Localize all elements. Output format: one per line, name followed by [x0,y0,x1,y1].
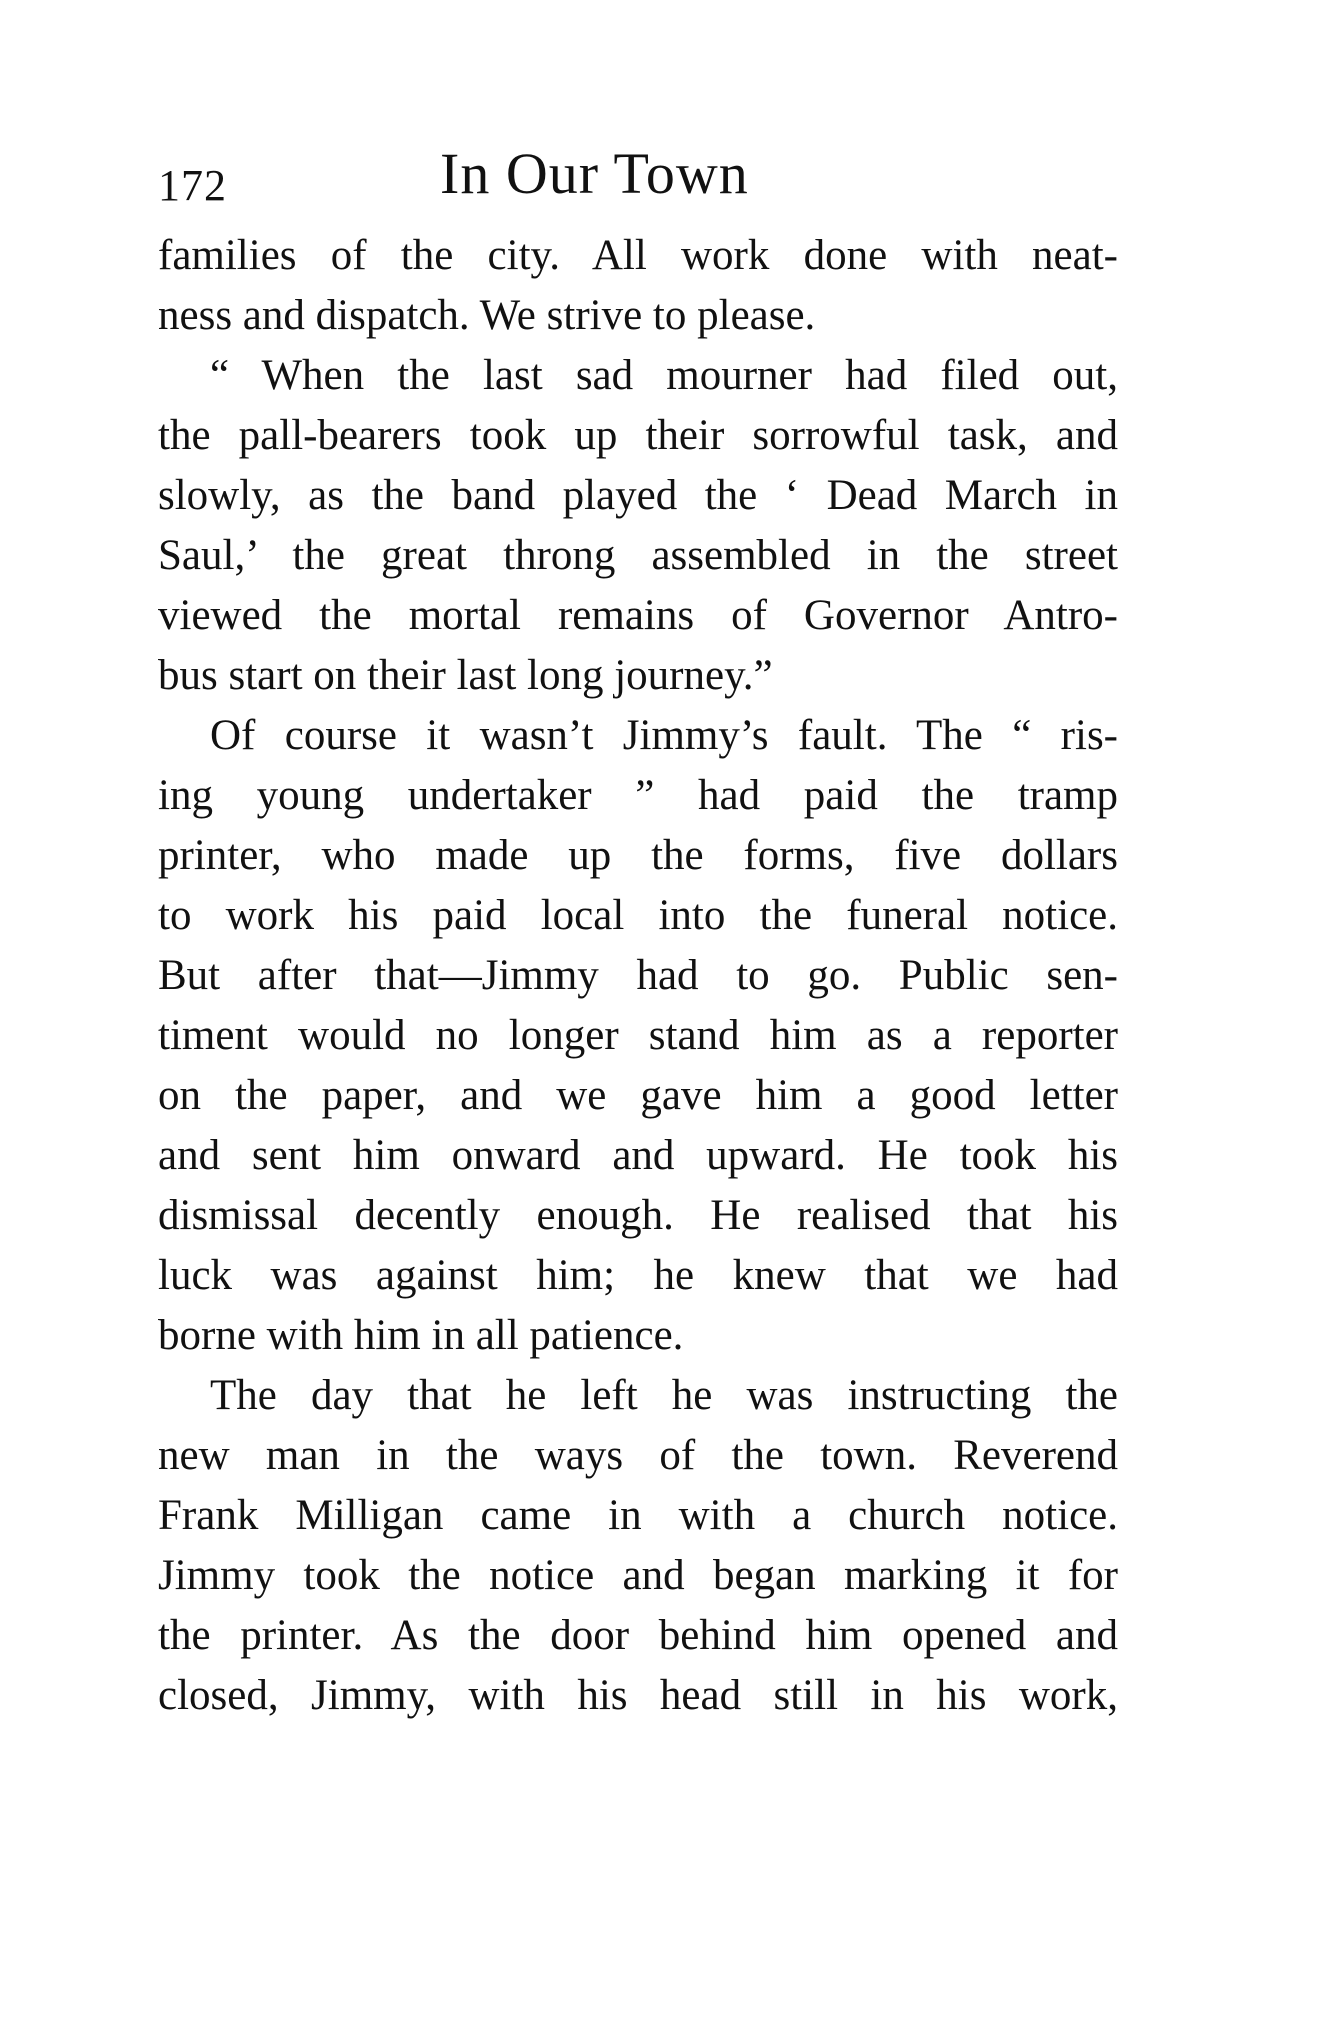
text-line: printer, who made up the forms, five dollars [158,832,1118,879]
text-line: viewed the mortal remains of Governor Antro- [158,592,1118,639]
text-line: ness and dispatch. We strive to please. [158,292,816,339]
text-line: “ When the last sad mourner had filed out, [210,352,1118,399]
text-line: slowly, as the band played the ‘ Dead March in [158,472,1118,519]
text-line: borne with him in all patience. [158,1312,684,1359]
running-title: In Our Town [440,141,749,206]
text-line: Saul,’ the great throng assembled in the street [158,532,1118,579]
text-line: The day that he left he was instructing the [210,1372,1118,1419]
page-number: 172 [158,161,227,210]
text-line: luck was against him; he knew that we had [158,1252,1118,1299]
body-text [158,226,1118,1726]
text-line: But after that—Jimmy had to go. Public sen- [158,952,1118,999]
text-line: the pall-bearers took up their sorrowful task, and [158,412,1118,459]
text-line: Jimmy took the notice and began marking it for [158,1552,1118,1599]
text-line: Of course it wasn’t Jimmy’s fault. The “ ris- [210,712,1118,759]
text-line: ing young undertaker ” had paid the tramp [158,772,1118,819]
text-line: to work his paid local into the funeral notice. [158,892,1118,939]
text-line: families of the city. All work done with neat- [158,232,1118,279]
text-line: the printer. As the door behind him opened and [158,1612,1118,1659]
page-header [158,140,1118,230]
text-line: closed, Jimmy, with his head still in his work, [158,1672,1118,1719]
text-line: Frank Milligan came in with a church notice. [158,1492,1118,1539]
text-line: and sent him onward and upward. He took his [158,1132,1118,1179]
text-line: new man in the ways of the town. Reverend [158,1432,1118,1479]
text-line: dismissal decently enough. He realised that his [158,1192,1118,1239]
text-line: on the paper, and we gave him a good letter [158,1072,1118,1119]
text-line: timent would no longer stand him as a reporter [158,1012,1118,1059]
text-line: bus start on their last long journey.” [158,652,773,699]
